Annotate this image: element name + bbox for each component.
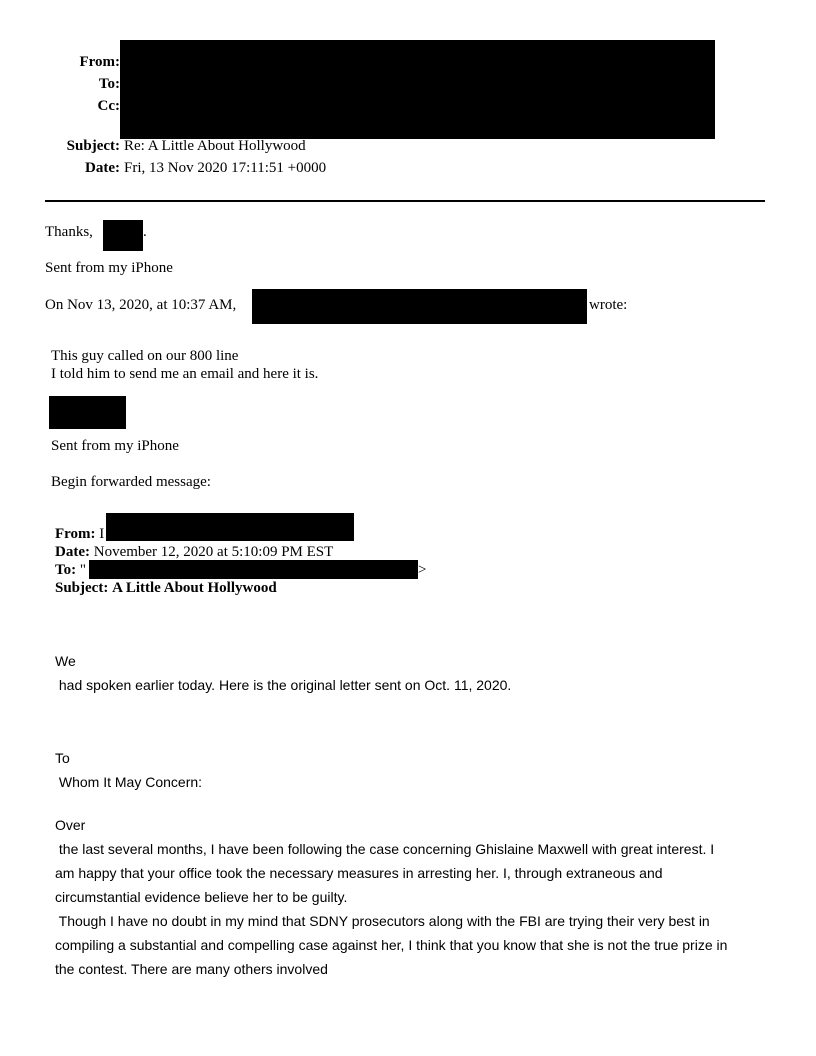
forwarded-date-label: Date: [55, 544, 90, 560]
quoted-signature: Sent from my iPhone [51, 438, 179, 454]
quoted-line-2: I told him to send me an email and here it is. [51, 366, 319, 382]
body-p1-b: had spoken earlier today. Here is the original letter sent on Oct. 11, 2020. [55, 677, 512, 693]
subject-value: Re: A Little About Hollywood [124, 138, 306, 154]
forwarded-from [55, 526, 104, 543]
body-p3-f: compiling a substantial and compelling case against her, I think that you know that she is not the true prize in [55, 937, 728, 953]
forwarded-from-label: From: [55, 526, 96, 542]
cc-label: Cc: [97, 98, 120, 114]
to-label: To: [98, 76, 120, 92]
quoted-name-redaction [49, 396, 126, 429]
body-p3-d: circumstantial evidence believe her to be guilty. [55, 889, 348, 905]
quote-sender-redaction [252, 289, 587, 324]
body-p3-b: the last several months, I have been following the case concerning Ghislaine Maxwell with great interest. I [55, 841, 715, 857]
forwarded-to-end: > [418, 562, 427, 578]
body-p2-b: Whom It May Concern: [55, 774, 203, 790]
forwarded-subject-value: A Little About Hollywood [112, 580, 277, 596]
reply-thanks: Thanks, [45, 224, 93, 240]
reply-signature: Sent from my iPhone [45, 260, 173, 276]
body-p3-g: the contest. There are many others involved [55, 961, 328, 977]
forwarded-to-redaction [89, 560, 418, 579]
body-p3-e: Though I have no doubt in my mind that SDNY prosecutors along with the FBI are trying their very best in [55, 913, 710, 929]
subject-label: Subject: [66, 138, 120, 154]
header-divider [45, 200, 765, 202]
body-p1-a: We [55, 653, 76, 669]
quoted-line-1: This guy called on our 800 line [51, 348, 239, 364]
date-value: Fri, 13 Nov 2020 17:11:51 +0000 [124, 160, 327, 176]
quote-intro-suffix: wrote: [589, 297, 628, 313]
forwarded-date-value: November 12, 2020 at 5:10:09 PM EST [93, 544, 334, 560]
forwarded-subject-label: Subject: [55, 580, 109, 596]
body-p2-a: To [55, 750, 70, 766]
forward-notice: Begin forwarded message: [51, 474, 211, 490]
forwarded-subject [55, 580, 277, 597]
forwarded-from-value: I [99, 526, 105, 542]
reply-name-redaction [103, 220, 143, 251]
header-recipients-redaction [120, 40, 715, 139]
reply-thanks-end: . [143, 224, 147, 240]
from-label: From: [79, 54, 120, 70]
body-p3-a: Over [55, 817, 86, 833]
forwarded-to-label: To: [55, 562, 77, 578]
quote-intro-prefix: On Nov 13, 2020, at 10:37 AM, [45, 297, 237, 313]
body-p3-c: am happy that your office took the necessary measures in arresting her. I, through extraneous and [55, 865, 663, 881]
forwarded-date [55, 544, 333, 561]
forwarded-to [55, 562, 86, 579]
forwarded-to-value: " [79, 562, 86, 578]
forwarded-from-redaction [106, 513, 354, 541]
date-label: Date: [85, 160, 120, 176]
